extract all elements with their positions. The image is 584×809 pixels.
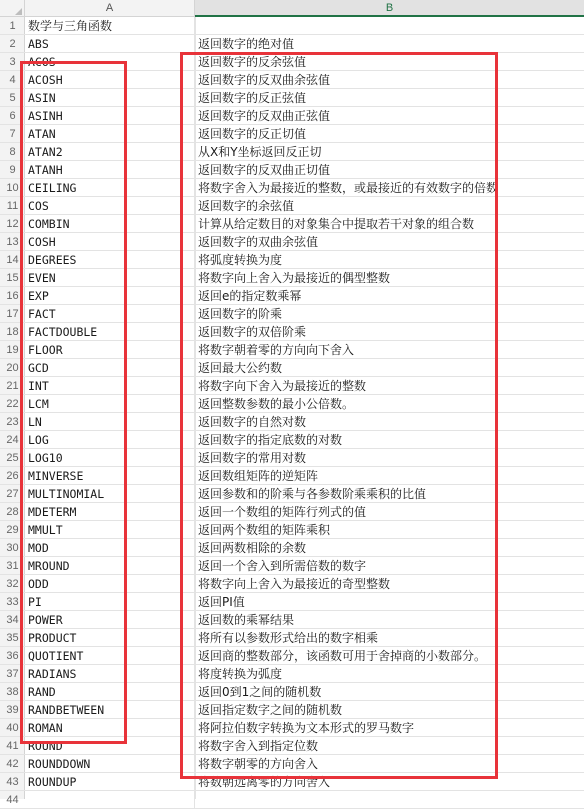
function-name-cell[interactable]: ROMAN [25,719,195,737]
row-number[interactable]: 38 [6,686,19,698]
function-description-cell[interactable]: 返回数字的余弦值 [198,199,295,213]
table-row [0,161,584,179]
table-row [0,287,584,305]
table-row [0,341,584,359]
table-row [0,755,584,773]
row-number[interactable]: 7 [9,128,16,140]
function-name-cell[interactable]: ROUNDUP [25,773,195,791]
table-row [0,575,584,593]
function-description-cell[interactable]: 返回数组矩阵的逆矩阵 [198,469,319,483]
function-name-cell[interactable]: RAND [25,683,195,701]
row-number[interactable]: 19 [6,344,19,356]
function-description-cell[interactable]: 将数字朝零的方向舍入 [198,757,319,771]
function-description-cell[interactable]: 返回数字的反正切值 [198,127,307,141]
table-row [0,791,584,809]
row-number[interactable]: 37 [6,668,19,680]
function-description-cell[interactable]: 返回整数参数的最小公倍数。 [198,397,355,411]
row-number[interactable]: 34 [6,614,19,626]
function-description-cell[interactable]: 返回数字的双倍阶乘 [198,325,307,339]
function-description-cell[interactable]: 返回数字的反余弦值 [198,55,307,69]
function-description-cell[interactable]: 返回最大公约数 [198,361,283,375]
table-row [0,665,584,683]
function-name-cell[interactable]: ABS [25,35,195,53]
row-number[interactable]: 33 [6,596,19,608]
function-description-cell[interactable]: 将数字向下舍入为最接近的整数 [198,379,367,393]
function-name-cell[interactable]: LOG10 [25,449,195,467]
row-number[interactable]: 41 [6,740,19,752]
row-number[interactable]: 21 [6,380,19,392]
function-name-cell[interactable]: INT [25,377,195,395]
function-name-cell[interactable]: RADIANS [25,665,195,683]
function-description-cell[interactable]: 返回参数和的阶乘与各参数阶乘乘积的比值 [198,487,427,501]
table-row [0,467,584,485]
function-name-cell[interactable] [25,791,195,809]
function-name-cell[interactable]: ATANH [25,161,195,179]
row-number[interactable]: 27 [6,488,19,500]
function-name-cell[interactable]: LCM [25,395,195,413]
function-name-cell[interactable]: POWER [25,611,195,629]
function-description-cell[interactable]: 将数字向上舍入为最接近的奇型整数 [198,577,391,591]
row-number[interactable]: 6 [9,110,16,122]
function-description-cell[interactable]: 将所有以参数形式给出的数字相乘 [198,631,379,645]
function-name-cell[interactable]: ATAN2 [25,143,195,161]
function-description-cell[interactable]: 返回e的指定数乘幂 [198,289,302,303]
row-number[interactable]: 14 [6,254,19,266]
function-description-cell[interactable]: 返回数字的绝对值 [198,37,295,51]
function-name-cell[interactable]: COMBIN [25,215,195,233]
function-name-cell[interactable]: ACOS [25,53,195,71]
table-row [0,413,584,431]
row-number[interactable]: 36 [6,650,19,662]
function-description-cell[interactable]: 返回两个数组的矩阵乘积 [198,523,331,537]
row-number[interactable]: 10 [6,182,19,194]
function-description-cell[interactable]: 返回商的整数部分，该函数可用于舍掉商的小数部分。 [198,649,487,663]
row-number[interactable]: 31 [6,560,19,572]
row-number[interactable]: 22 [6,398,19,410]
row-number[interactable]: 1 [9,20,16,32]
function-name-cell[interactable]: DEGREES [25,251,195,269]
table-row [0,503,584,521]
function-name-cell[interactable]: CEILING [25,179,195,197]
row-number[interactable]: 3 [9,56,16,68]
function-description-cell[interactable]: 返回0到1之间的随机数 [198,685,322,699]
function-name-cell[interactable]: GCD [25,359,195,377]
function-description-cell[interactable]: 返回数字的反双曲正切值 [198,163,331,177]
table-row [0,431,584,449]
row-number[interactable]: 40 [6,722,19,734]
row-number[interactable]: 18 [6,326,19,338]
function-name-cell[interactable]: COSH [25,233,195,251]
row-number[interactable]: 25 [6,452,19,464]
table-row [0,179,584,197]
table-row [0,233,584,251]
table-row [0,521,584,539]
row-number[interactable]: 29 [6,524,19,536]
function-name-cell[interactable]: QUOTIENT [25,647,195,665]
function-description-cell[interactable]: 返回数字的自然对数 [198,415,307,429]
row-number[interactable]: 11 [6,200,19,212]
column-header-b[interactable]: B [195,0,584,17]
function-description-cell[interactable]: 将阿拉伯数字转换为文本形式的罗马数字 [198,721,415,735]
row-number[interactable]: 35 [6,632,19,644]
function-description-cell[interactable]: 返回数字的双曲余弦值 [198,235,319,249]
table-row [0,647,584,665]
row-number[interactable]: 20 [6,362,19,374]
table-row [0,683,584,701]
row-number[interactable]: 15 [6,272,19,284]
function-name-cell[interactable]: FACT [25,305,195,323]
function-name-cell[interactable]: ROUNDDOWN [25,755,195,773]
row-number[interactable]: 8 [9,146,16,158]
function-name-cell[interactable]: PRODUCT [25,629,195,647]
row-number[interactable]: 39 [6,704,19,716]
row-number[interactable]: 17 [6,308,19,320]
function-name-cell[interactable]: MINVERSE [25,467,195,485]
row-number[interactable]: 5 [9,92,16,104]
table-row [0,773,584,791]
table-row [0,449,584,467]
table-row [0,737,584,755]
function-name-cell[interactable]: LN [25,413,195,431]
function-name-cell[interactable]: FACTDOUBLE [25,323,195,341]
table-row [0,557,584,575]
column-header-a[interactable]: A [25,0,195,17]
table-row [0,719,584,737]
function-description-cell[interactable]: 将数字舍入为最接近的整数，或最接近的有效数字的倍数 [198,181,499,195]
function-description-cell[interactable]: 计算从给定数目的对象集合中提取若干对象的组合数 [198,217,475,231]
table-row [0,377,584,395]
row-number[interactable]: 9 [9,164,16,176]
function-name-cell[interactable]: COS [25,197,195,215]
table-row [0,35,584,53]
function-name-cell[interactable]: ASIN [25,89,195,107]
sheet-title-cell[interactable]: 数学与三角函数 [25,17,195,35]
function-name-cell[interactable]: FLOOR [25,341,195,359]
row-number[interactable]: 30 [6,542,19,554]
column-header-bar [0,0,584,17]
function-name-cell[interactable]: MDETERM [25,503,195,521]
table-row [0,485,584,503]
function-name-cell[interactable]: ACOSH [25,71,195,89]
function-name-cell[interactable]: ATAN [25,125,195,143]
function-description-cell[interactable]: 返回数字的反双曲正弦值 [198,109,331,123]
table-row [0,269,584,287]
table-row [0,359,584,377]
function-description-cell[interactable] [195,17,584,35]
function-description-cell[interactable]: 将弧度转换为度 [198,253,283,267]
function-name-cell[interactable]: MOD [25,539,195,557]
function-name-cell[interactable]: RANDBETWEEN [25,701,195,719]
function-name-cell[interactable]: PI [25,593,195,611]
function-description-cell[interactable]: 返回PI值 [198,595,245,609]
table-row [0,197,584,215]
table-row [0,323,584,341]
table-row [0,143,584,161]
function-description-cell[interactable]: 返回数字的反双曲余弦值 [198,73,331,87]
row-number[interactable]: 42 [6,758,19,770]
function-description-cell[interactable] [195,791,584,809]
function-description-cell[interactable]: 将数字向上舍入为最接近的偶型整数 [198,271,391,285]
function-name-cell[interactable]: MROUND [25,557,195,575]
function-description-cell[interactable]: 返回指定数字之间的随机数 [198,703,343,717]
function-description-cell[interactable]: 返回数字的常用对数 [198,451,307,465]
row-number[interactable]: 12 [6,218,19,230]
function-description-cell[interactable]: 返回数字的指定底数的对数 [198,433,343,447]
select-all-corner[interactable] [0,0,25,17]
function-name-cell[interactable]: MMULT [25,521,195,539]
function-name-cell[interactable]: ASINH [25,107,195,125]
table-row [0,611,584,629]
table-row [0,17,584,35]
function-description-cell[interactable]: 将数字朝着零的方向向下舍入 [198,343,355,357]
row-number[interactable]: 26 [6,470,19,482]
function-name-cell[interactable]: EXP [25,287,195,305]
table-row [0,125,584,143]
table-row [0,53,584,71]
table-row [0,593,584,611]
row-number[interactable]: 32 [6,578,19,590]
function-description-cell[interactable]: 将数字舍入到指定位数 [198,739,319,753]
row-number[interactable]: 13 [6,236,19,248]
row-number[interactable]: 2 [9,38,16,50]
function-description-cell[interactable]: 将度转换为弧度 [198,667,283,681]
table-row [0,71,584,89]
function-description-cell[interactable]: 返回数的乘幂结果 [198,613,295,627]
function-description-cell[interactable]: 返回数字的阶乘 [198,307,283,321]
table-row [0,89,584,107]
table-row [0,107,584,125]
function-description-cell[interactable]: 返回一个数组的矩阵行列式的值 [198,505,367,519]
table-row [0,629,584,647]
row-number[interactable]: 16 [6,290,19,302]
function-name-cell[interactable]: LOG [25,431,195,449]
table-row [0,305,584,323]
row-number[interactable]: 4 [9,74,16,86]
function-description-cell[interactable]: 从X和Y坐标返回反正切 [198,145,322,159]
row-number[interactable]: 28 [6,506,19,518]
row-number[interactable]: 23 [6,416,19,428]
table-row [0,251,584,269]
function-name-cell[interactable]: EVEN [25,269,195,287]
function-name-cell[interactable]: ROUND [25,737,195,755]
function-name-cell[interactable]: MULTINOMIAL [25,485,195,503]
function-name-cell[interactable]: ODD [25,575,195,593]
row-number[interactable]: 44 [6,794,19,806]
row-number[interactable]: 43 [6,776,19,788]
table-row [0,539,584,557]
function-description-cell[interactable]: 将数朝远离零的方向舍入 [198,775,331,789]
function-description-cell[interactable]: 返回数字的反正弦值 [198,91,307,105]
function-description-cell[interactable]: 返回一个舍入到所需倍数的数字 [198,559,367,573]
row-number[interactable]: 24 [6,434,19,446]
table-row [0,215,584,233]
table-row [0,701,584,719]
function-description-cell[interactable]: 返回两数相除的余数 [198,541,307,555]
table-row [0,395,584,413]
